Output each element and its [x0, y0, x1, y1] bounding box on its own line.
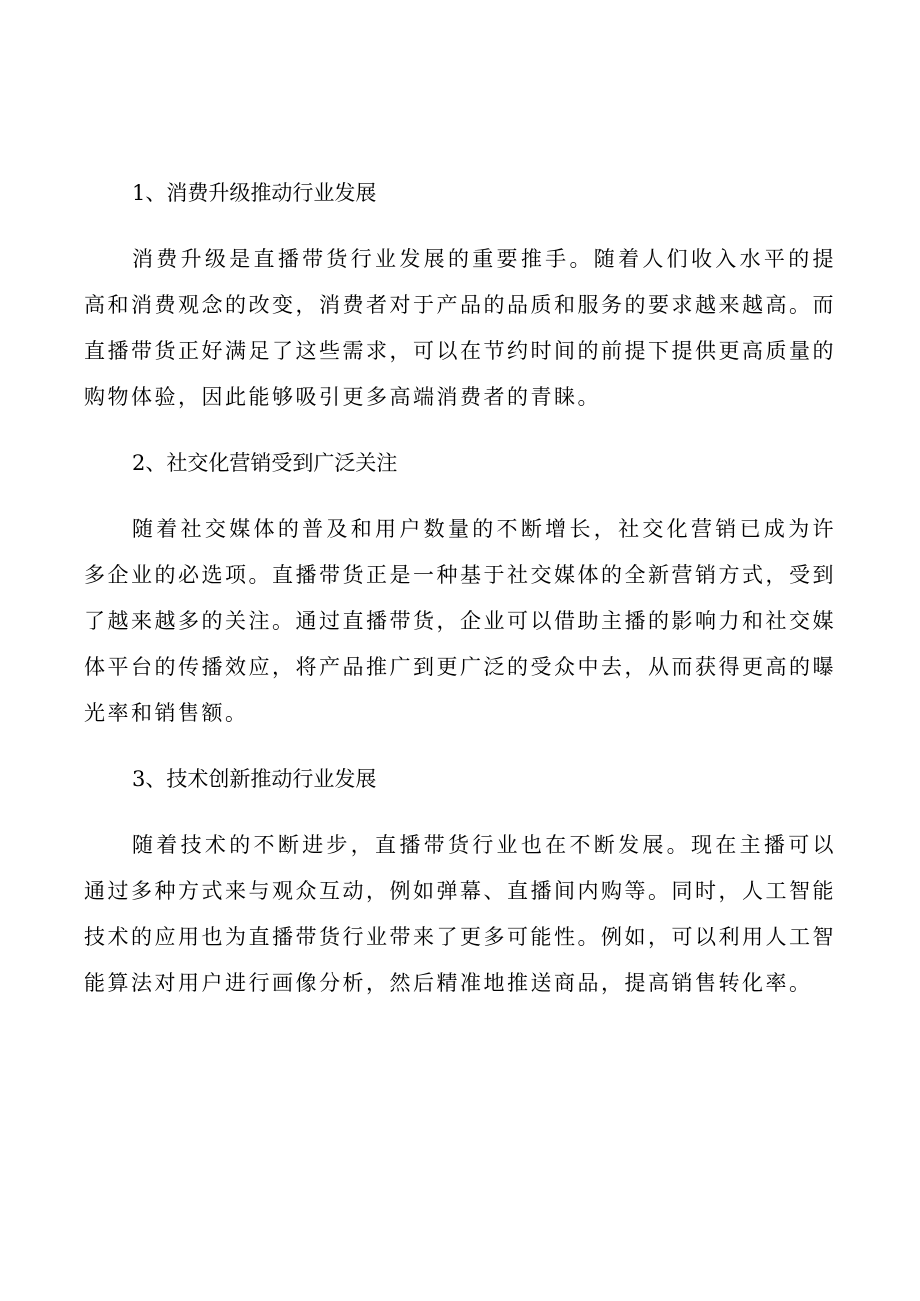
section-1-paragraph: 消费升级是直播带货行业发展的重要推手。随着人们收入水平的提高和消费观念的改变，消费者对于产品的品质和服务的要求越来越高。而直播带货正好满足了这些需求，可以在节约时间的前提下提供更高质量的购物体验，因此能够吸引更多高端消费者的青睐。: [84, 247, 836, 409]
section-1-heading: 1、消费升级推动行业发展: [132, 181, 377, 205]
section-2-paragraph: 随着社交媒体的普及和用户数量的不断增长，社交化营销已成为许多企业的必选项。直播带货正是一种基于社交媒体的全新营销方式，受到了越来越多的关注。通过直播带货，企业可以借助主播的影响力和社交媒体平台的传播效应，将产品推广到更广泛的受众中去，从而获得更高的曝光率和销售额。: [84, 517, 836, 725]
section-3-heading: 3、技术创新推动行业发展: [132, 767, 377, 791]
section-3-paragraph: 随着技术的不断进步，直播带货行业也在不断发展。现在主播可以通过多种方式来与观众互动，例如弹幕、直播间内购等。同时，人工智能技术的应用也为直播带货行业带来了更多可能性。例如，可以利用人工智能算法对用户进行画像分析，然后精准地推送商品，提高销售转化率。: [84, 833, 836, 995]
section-2-heading: 2、社交化营销受到广泛关注: [132, 451, 398, 475]
